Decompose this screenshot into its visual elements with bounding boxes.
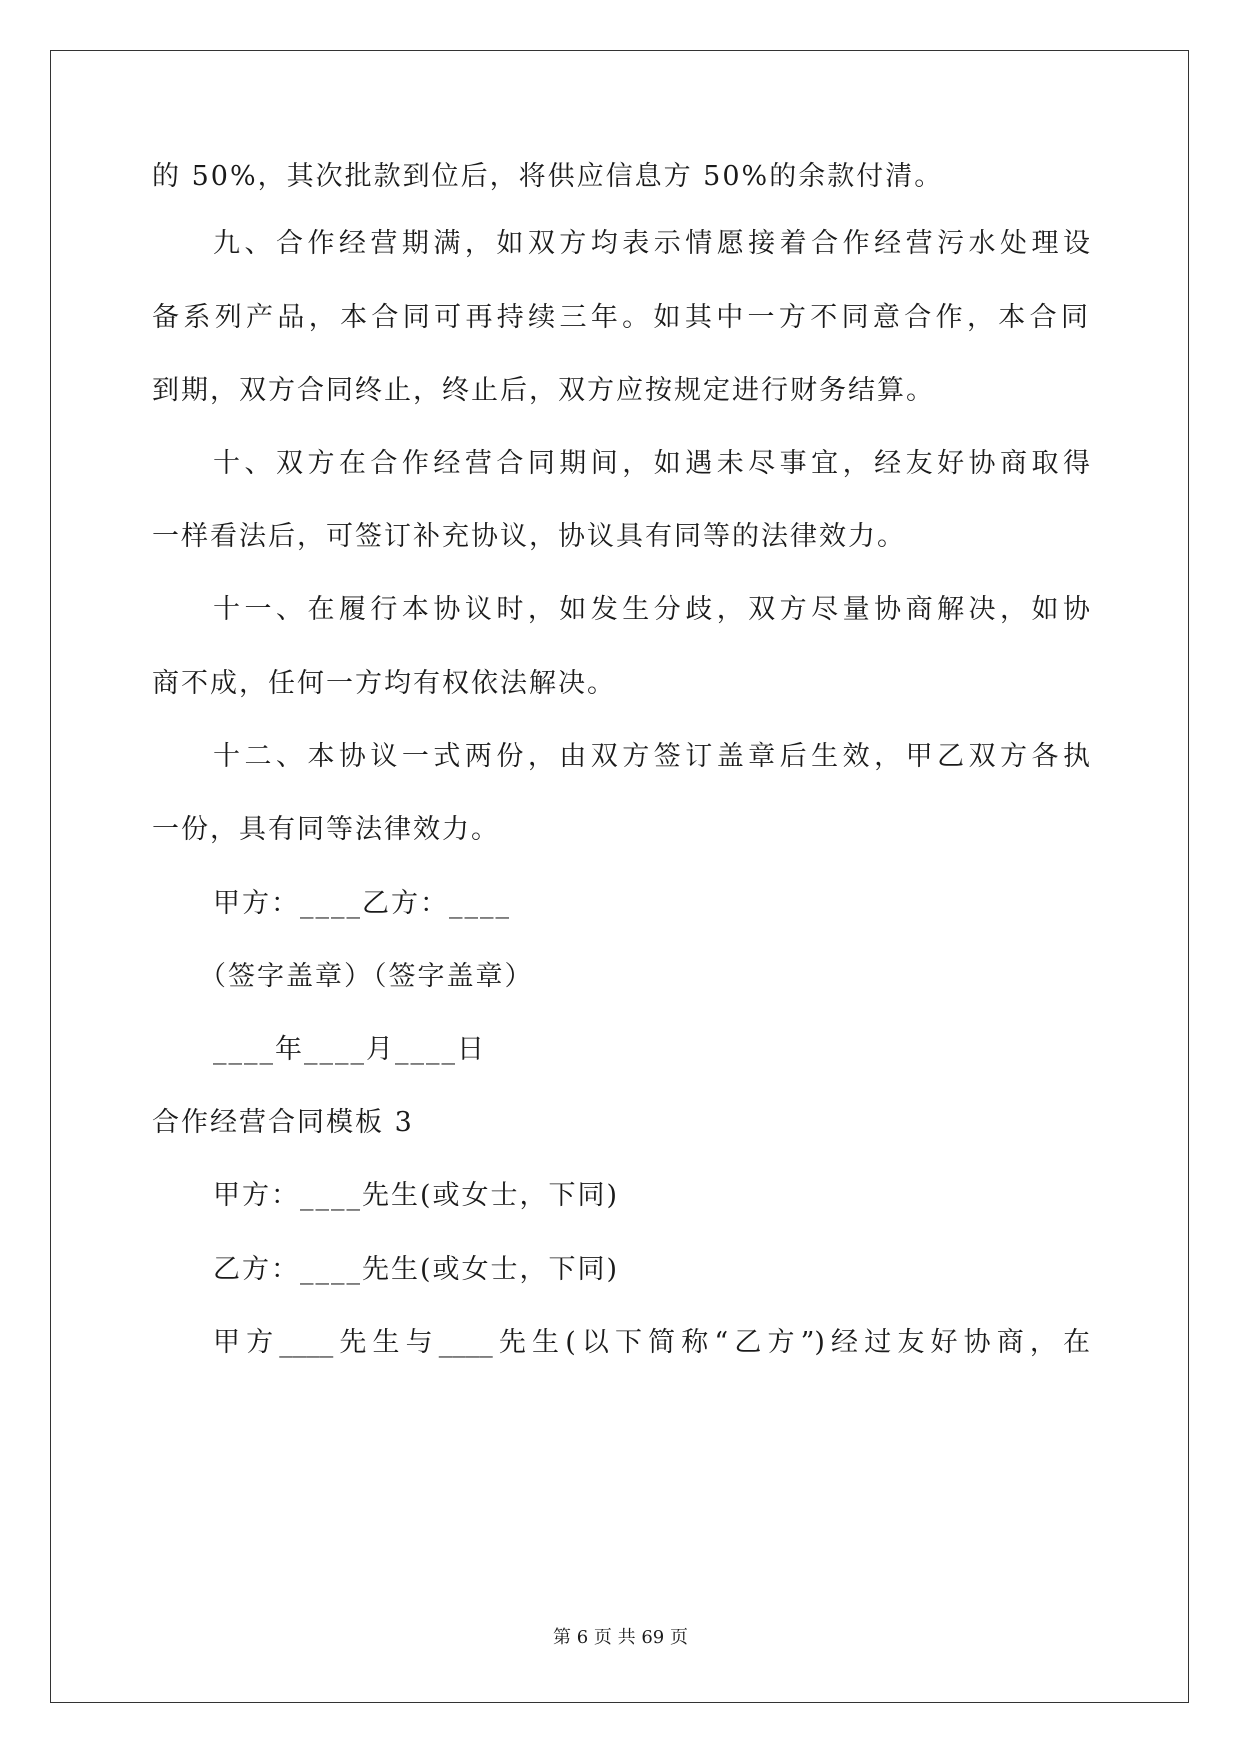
party-a-line: 甲方：____先生(或女士，下同) [213,1180,620,1211]
party-b-line: 乙方：____先生(或女士，下同) [213,1254,620,1285]
text-line: 到期，双方合同终止，终止后，双方应按规定进行财务结算。 [152,375,935,406]
text-line: 十、双方在合作经营合同期间，如遇未尽事宜，经友好协商取得 [213,448,1090,479]
text-line: 甲方____先生与____先生(以下简称“乙方”)经过友好协商，在 [213,1327,1090,1358]
text-line: 十一、在履行本协议时，如发生分歧，双方尽量协商解决，如协 [213,594,1090,625]
text-line: 的 50%，其次批款到位后，将供应信息方 50%的余款付清。 [152,161,944,192]
text-line: 一样看法后，可签订补充协议，协议具有同等的法律效力。 [152,521,906,552]
text-line: 十二、本协议一式两份，由双方签订盖章后生效，甲乙双方各执 [213,741,1090,772]
text-line: 九、合作经营期满，如双方均表示情愿接着合作经营污水处理设 [213,228,1090,259]
text-line: 一份，具有同等法律效力。 [152,814,500,845]
signature-line: 甲方：____乙方：____ [213,888,511,919]
page-number: 第 6 页 共 69 页 [553,1627,688,1648]
text-line: 商不成，任何一方均有权依法解决。 [152,668,616,699]
text-line: 备系列产品，本合同可再持续三年。如其中一方不同意合作，本合同 [152,302,1088,333]
date-line: ____年____月____日 [213,1034,486,1065]
seal-line: （签字盖章）（签字盖章） [199,961,534,992]
section-title: 合作经营合同模板 3 [152,1107,414,1138]
